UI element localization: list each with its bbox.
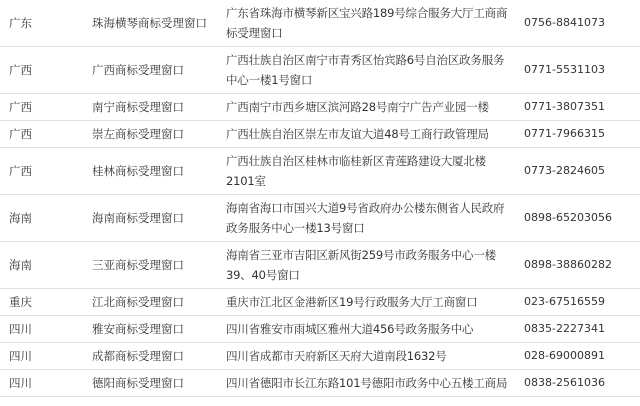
province-cell: 广西	[0, 46, 88, 93]
table-row	[0, 288, 640, 315]
phone-cell: 0773-2824605	[520, 147, 640, 194]
province-cell: 广西	[0, 147, 88, 194]
province-cell: 海南	[0, 241, 88, 288]
table-row	[0, 46, 640, 93]
table-row	[0, 342, 640, 369]
table-row	[0, 194, 640, 241]
office-name-cell: 海南商标受理窗口	[88, 194, 222, 241]
province-cell: 重庆	[0, 288, 88, 315]
province-cell: 广东	[0, 0, 88, 46]
office-name-cell: 江北商标受理窗口	[88, 288, 222, 315]
phone-cell: 023-67516559	[520, 288, 640, 315]
province-cell: 四川	[0, 315, 88, 342]
phone-cell: 0835-2227341	[520, 315, 640, 342]
province-cell: 四川	[0, 342, 88, 369]
office-name-cell: 广西商标受理窗口	[88, 46, 222, 93]
office-name-cell: 三亚商标受理窗口	[88, 241, 222, 288]
phone-cell: 028-69000891	[520, 342, 640, 369]
office-name-cell: 德阳商标受理窗口	[88, 369, 222, 396]
table-row	[0, 93, 640, 120]
province-cell: 四川	[0, 369, 88, 396]
table-row	[0, 315, 640, 342]
table-row	[0, 0, 640, 46]
table-row	[0, 147, 640, 194]
address-cell: 广西南宁市西乡塘区滨河路28号南宁广告产业园一楼	[222, 93, 520, 120]
address-cell: 重庆市江北区金港新区19号行政服务大厅工商窗口	[222, 288, 520, 315]
office-name-cell: 南宁商标受理窗口	[88, 93, 222, 120]
address-cell: 四川省德阳市长江东路101号德阳市政务中心五楼工商局	[222, 369, 520, 396]
phone-cell: 0838-2561036	[520, 369, 640, 396]
table-row	[0, 369, 640, 396]
address-cell: 广西壮族自治区南宁市青秀区怡宾路6号自治区政务服务中心一楼1号窗口	[222, 46, 520, 93]
table-row	[0, 120, 640, 147]
phone-cell: 0756-8841073	[520, 0, 640, 46]
address-cell: 四川省成都市天府新区天府大道南段1632号	[222, 342, 520, 369]
phone-cell: 0771-7966315	[520, 120, 640, 147]
office-name-cell: 雅安商标受理窗口	[88, 315, 222, 342]
table-row	[0, 241, 640, 288]
address-cell: 海南省三亚市吉阳区新风街259号市政务服务中心一楼39、40号窗口	[222, 241, 520, 288]
phone-cell: 0898-65203056	[520, 194, 640, 241]
phone-cell: 0898-38860282	[520, 241, 640, 288]
office-name-cell: 成都商标受理窗口	[88, 342, 222, 369]
address-cell: 广西壮族自治区桂林市临桂新区青莲路建设大厦北楼2101室	[222, 147, 520, 194]
address-cell: 海南省海口市国兴大道9号省政府办公楼东侧省人民政府政务服务中心一楼13号窗口	[222, 194, 520, 241]
phone-cell: 0771-5531103	[520, 46, 640, 93]
office-name-cell: 崇左商标受理窗口	[88, 120, 222, 147]
office-name-cell: 桂林商标受理窗口	[88, 147, 222, 194]
address-cell: 四川省雅安市雨城区雅州大道456号政务服务中心	[222, 315, 520, 342]
address-cell: 广西壮族自治区崇左市友谊大道48号工商行政管理局	[222, 120, 520, 147]
province-cell: 广西	[0, 93, 88, 120]
phone-cell: 0771-3807351	[520, 93, 640, 120]
province-cell: 广西	[0, 120, 88, 147]
office-name-cell: 珠海横琴商标受理窗口	[88, 0, 222, 46]
province-cell: 海南	[0, 194, 88, 241]
address-cell: 广东省珠海市横琴新区宝兴路189号综合服务大厅工商商标受理窗口	[222, 0, 520, 46]
